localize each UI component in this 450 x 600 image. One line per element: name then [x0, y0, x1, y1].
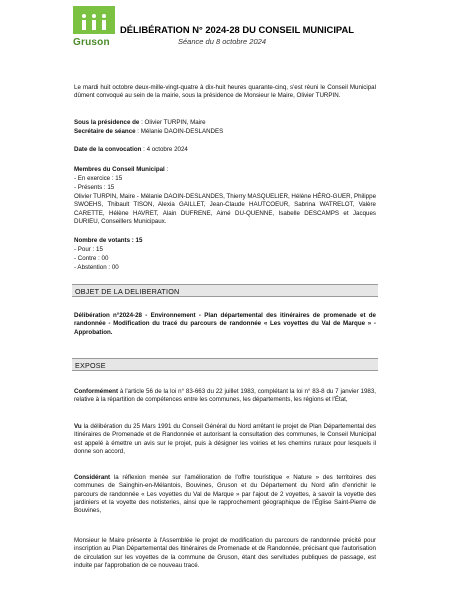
gruson-logo	[73, 6, 115, 54]
expose-p3-text: la réflexion menée sur l'amélioration de l'offre touristique « Nature » des territoires des communes de Sainghin-en-Mélantois, Bouvines, Gruson et du Département du Nord afin d'enrichir le parcours de randonnée « Les voyettes du Val de Marque » par l'ajout de 2 voyettes, à savoir la voyette des jardiniers et la voyette des notisteries, ainsi que le rapprochement géographique de l'Église Saint-Pierre de Bouvines,	[74, 474, 376, 515]
section-expose-title: EXPOSE	[75, 361, 106, 370]
convocation-line	[74, 146, 376, 154]
expose-p3-lead: Considérant	[74, 474, 111, 481]
objet-text: Délibération n°2024-28 - Environnement - Plan départemental des itinéraires de promenade et de randonnée - Modification du tracé du parcours de randonnée « Les voyettes du Val de Marque » - Approbation.	[74, 312, 376, 336]
secretaire-value: : Mélanie DAOIN-DESLANDES	[135, 128, 224, 135]
presidence-label: Sous la présidence de	[74, 119, 140, 126]
expose-p2-lead: Vu	[74, 423, 82, 430]
page-title: DÉLIBÉRATION N° 2024-28 DU CONSEIL MUNICIPAL	[120, 24, 354, 35]
logo-figure-icon	[81, 14, 87, 30]
votants-value: : 15	[130, 237, 143, 244]
expose-p4-text: Monsieur le Maire présente à l'Assemblée le projet de modification du parcours de randonnée précité pour inscription au Plan Départemental des Itinéraires de Promenade et de Randonnée, précisant que l'autorisation de circulation sur les voyettes de la commune de Gruson, étant des servitudes publiques de passage, est induite par l'approbation de ce nouveau tracé.	[74, 537, 376, 569]
section-objet-header	[72, 284, 378, 297]
membres-liste: Olivier TURPIN, Maire - Mélanie DAOIN-DESLANDES, Thierry MASQUELIER, Hélène HÉRO-GUER, Philippe SWOEHS, Thibault TISON, Alexia GAILLET, Jean-Claude HAUTCOEUR, Sabrina WATRELOT, Valère CARETTE, Hélène HAVRET, Alain DUFRENE, Aimé DU-QUENNE, Isabelle DESCAMPS et Jacques DURIEU, Conseillers Municipaux.	[74, 193, 377, 225]
section-objet-title: OBJET DE LA DELIBERATION	[75, 287, 180, 296]
presidence-line	[74, 119, 376, 127]
expose-p1-lead: Conformément	[74, 388, 119, 395]
votants-pour: - Pour : 15	[74, 246, 103, 253]
membres-heading	[74, 166, 376, 174]
logo-figure-icon	[91, 14, 97, 30]
objet-paragraph	[74, 312, 376, 337]
membres-colon: :	[164, 166, 169, 173]
convocation-value: : 4 octobre 2024	[141, 146, 188, 153]
expose-paragraph-2	[74, 423, 376, 456]
membres-presents: - Présents : 15	[74, 184, 115, 191]
expose-paragraph-4	[74, 537, 376, 570]
votants-abstention: - Abstention : 00	[74, 264, 119, 271]
logo-figure-icon	[101, 14, 107, 30]
votants-label: Nombre de votants	[74, 237, 131, 244]
convocation-label: Date de la convocation	[74, 146, 142, 153]
membres-label: Membres du Conseil Municipal	[74, 166, 165, 173]
secretaire-line	[74, 128, 376, 136]
page-subtitle: Séance du 8 octobre 2024	[178, 37, 266, 46]
secretaire-label: Secrétaire de séance	[74, 128, 136, 135]
section-expose-header	[72, 358, 378, 371]
expose-paragraph-3	[74, 474, 376, 515]
intro-paragraph: Le mardi huit octobre deux-mille-vingt-quatre à dix-huit heures quarante-cinq, s'est réuni le Conseil Municipal dûment convoqué au sein de la mairie, sous la présidence de Monsieur le Maire, Olivier TURPIN.	[74, 84, 376, 100]
expose-paragraph-1	[74, 388, 376, 405]
votants-contre: - Contre : 00	[74, 255, 109, 262]
logo-figures	[73, 6, 115, 34]
presidence-value: : Olivier TURPIN, Maire	[139, 119, 206, 126]
expose-p2-text: la délibération du 25 Mars 1991 du Conseil Général du Nord arrêtant le projet de Plan Départemental des Itinéraires de Promenade et de Randonnée et autorisant la consultation des communes, le Conseil Municipal est appelé à émettre un avis sur le projet, puis à désigner les voiries et les chemins ruraux pour lesquels il donne son accord,	[74, 423, 376, 455]
membres-exercice: - En exercice : 15	[74, 175, 123, 182]
expose-p1-text: à l'article 56 de la loi n° 83-663 du 22 juillet 1983, complétant la loi n° 83-8 du 7 janvier 1983, relative à la répartition de compétences entre les communes, les départements, les régions et l'État,	[74, 388, 376, 404]
logo-name: Gruson	[73, 37, 110, 48]
votants-heading	[74, 237, 376, 245]
